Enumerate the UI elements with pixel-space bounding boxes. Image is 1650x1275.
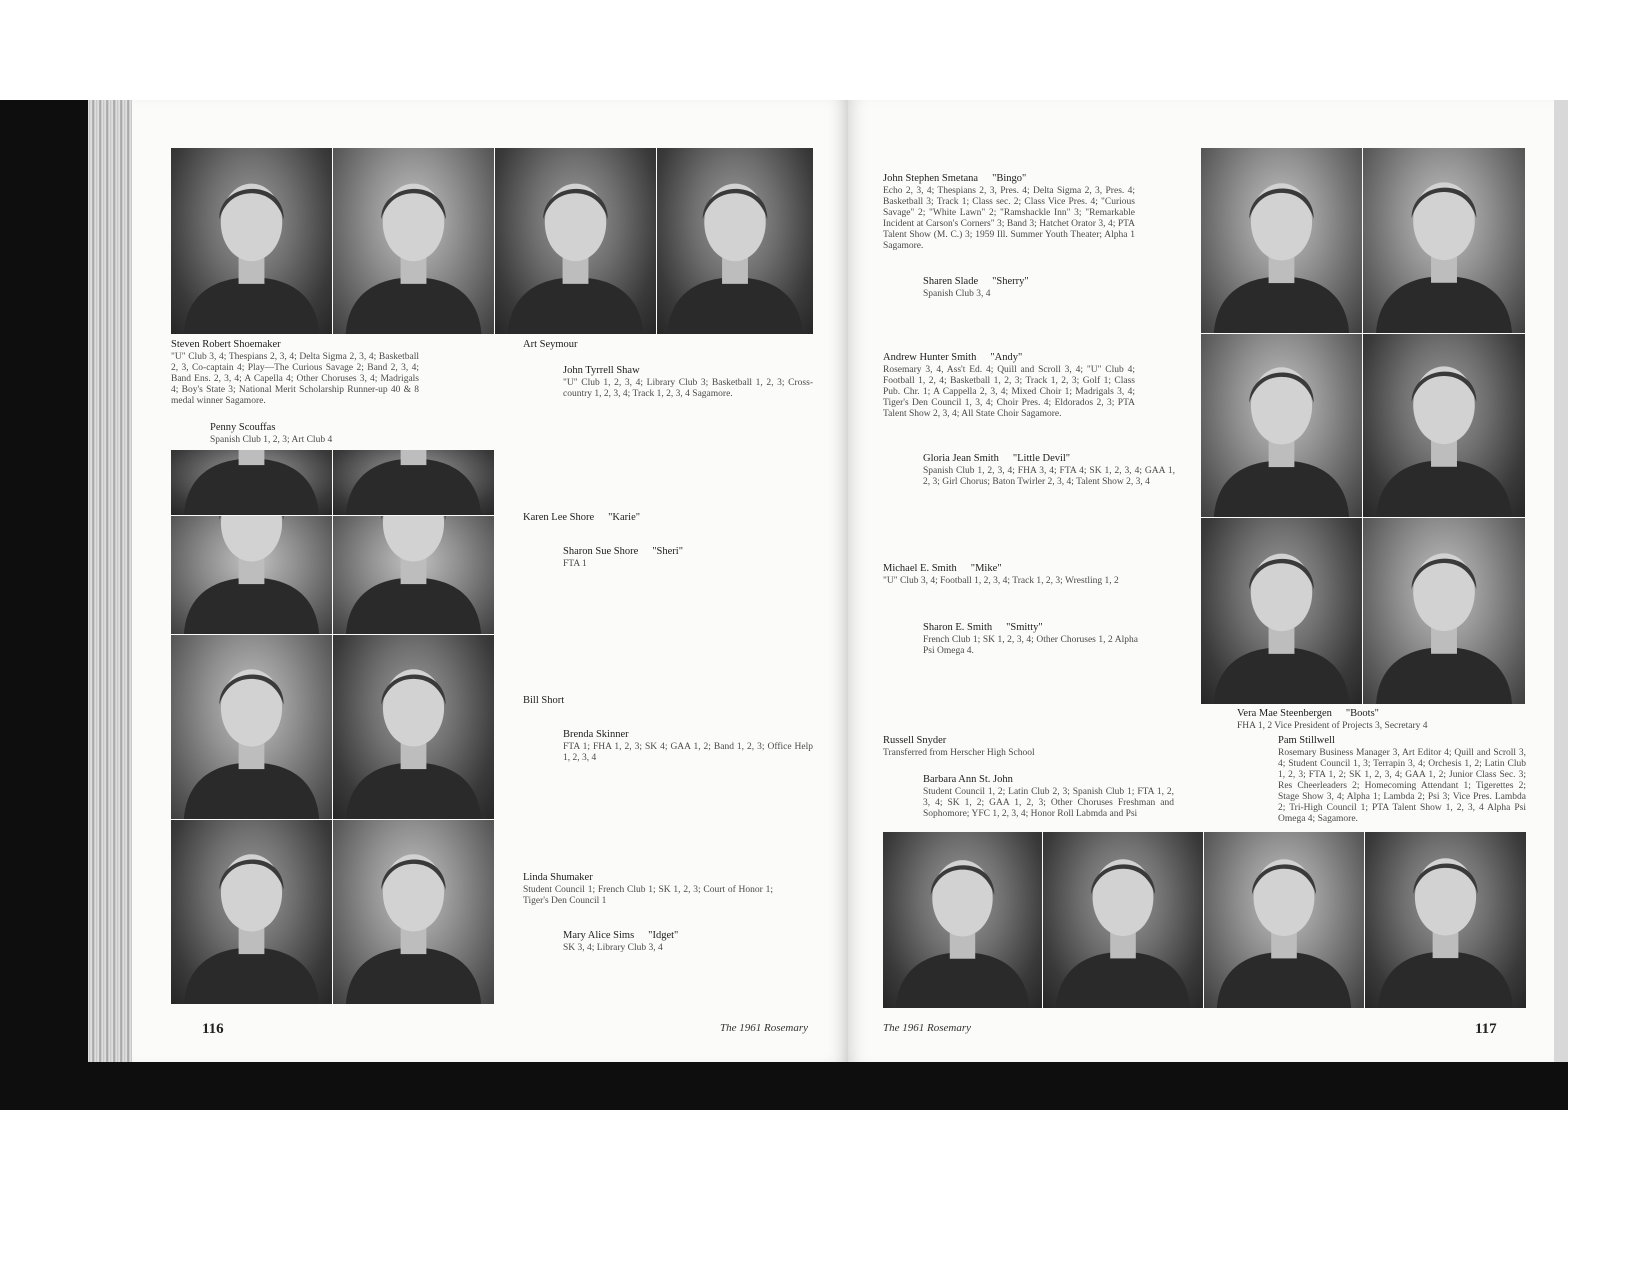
student-name: Mary Alice Sims "Idget": [563, 930, 679, 941]
portrait-photo: [333, 635, 494, 819]
portrait-photo: [1204, 832, 1364, 1008]
portrait-photo: [333, 450, 494, 515]
student-activities: FTA 1; FHA 1, 2, 3; SK 4; GAA 1, 2; Band 1, 2, 3; Office Help 1, 2, 3, 4: [563, 742, 813, 763]
student-entry: [1237, 707, 1477, 732]
portrait-photo: [171, 148, 332, 334]
portrait-photo: [333, 516, 494, 634]
student-activities: Student Council 1; French Club 1; SK 1, 2, 3; Court of Honor 1; Tiger's Den Council 1: [523, 885, 773, 906]
student-entry: [563, 929, 813, 954]
student-entry: [923, 621, 1138, 657]
student-name: John Stephen Smetana "Bingo": [883, 173, 1027, 184]
student-name: John Tyrrell Shaw: [563, 365, 640, 376]
portrait-photo: [1201, 334, 1362, 517]
student-activities: "U" Club 1, 2, 3, 4; Library Club 3; Basketball 1, 2, 3; Cross-country 1, 2, 3, 4; Track 1, 2, 3, 4 Sagamore.: [563, 378, 813, 399]
student-name: Sharen Slade "Sherry": [923, 276, 1029, 287]
portrait-photo: [1365, 832, 1526, 1008]
left-footer-title: The 1961 Rosemary: [720, 1022, 808, 1034]
student-entry: [883, 172, 1135, 252]
student-activities: "U" Club 3, 4; Thespians 2, 3, 4; Delta Sigma 2, 3, 4; Basketball 2, 3, Co-captain 4; Play—The Curious Savage 2; Band 2, 3, 4; Band Ens. 2, 3, 4; A Capella 4; Other Choruses 3, 4; Madrigals 4; Boy's State 3; National Merit Scholarship Runner-up 40 & 8 medal winner Sagamore.: [171, 352, 419, 406]
portrait-photo: [1363, 334, 1525, 517]
student-name: Linda Shumaker: [523, 872, 593, 883]
student-name: Sharon Sue Shore "Sheri": [563, 546, 683, 557]
student-entry: [171, 338, 419, 407]
student-name: Pam Stillwell: [1278, 735, 1335, 746]
student-name: Andrew Hunter Smith "Andy": [883, 352, 1023, 363]
portrait-photo: [1363, 518, 1525, 704]
student-entry: [523, 871, 773, 907]
book-spine-page-edges: [88, 100, 138, 1062]
student-name: Steven Robert Shoemaker: [171, 339, 281, 350]
student-name: Penny Scouffas: [210, 422, 276, 433]
page-number-left: 116: [202, 1021, 224, 1037]
right-page-edge: [1554, 100, 1568, 1062]
student-name: Art Seymour: [523, 339, 578, 350]
student-entry: [923, 275, 1135, 300]
student-entry: [883, 562, 1135, 587]
student-name: Sharon E. Smith "Smitty": [923, 622, 1043, 633]
student-entry: [523, 338, 723, 352]
student-entry: [923, 452, 1175, 488]
portrait-photo: [333, 820, 494, 1004]
right-footer-title: The 1961 Rosemary: [883, 1022, 971, 1034]
student-activities: FHA 1, 2 Vice President of Projects 3, Secretary 4: [1237, 721, 1428, 731]
student-name: Bill Short: [523, 695, 565, 706]
portrait-photo: [1363, 148, 1525, 333]
student-activities: Rosemary Business Manager 3, Art Editor 4; Quill and Scroll 3, 4; Student Council 1, 3; Terrapin 3, 4; Orchesis 1, 2; Latin Club 1, 2, 3; FTA 1, 2; SK 1, 2, 3, 4; GAA 1, 2; Junior Class Sec. 3; Res Cheerleaders 2; Homecoming Attendant 1; Tigerettes 2; Stage Show 3, 4; Alpha 1; Lambda 2; Psi 3; Vice Pres. Lambda 2; Tri-High Council 1; PTA Talent Show 1, 2, 3, 4 Alpha Psi Omega 4; Sagamore.: [1278, 748, 1526, 824]
student-activities: French Club 1; SK 1, 2, 3, 4; Other Choruses 1, 2 Alpha Psi Omega 4.: [923, 635, 1138, 656]
student-activities: "U" Club 3, 4; Football 1, 2, 3, 4; Track 1, 2, 3; Wrestling 1, 2: [883, 576, 1119, 586]
portrait-photo: [495, 148, 656, 334]
student-activities: FTA 1: [563, 559, 587, 569]
student-activities: Transferred from Herscher High School: [883, 748, 1035, 758]
student-name: Karen Lee Shore "Karie": [523, 512, 641, 523]
student-activities: Spanish Club 1, 2, 3; Art Club 4: [210, 435, 333, 445]
student-name: Gloria Jean Smith "Little Devil": [923, 453, 1071, 464]
student-activities: Echo 2, 3, 4; Thespians 2, 3, Pres. 4; Delta Sigma 2, 3, Pres. 4; Basketball 3; Track 1; Class sec. 2; Class Vice Pres. 4; "Curious Savage" 2; "White Lawn" 2; "Ramshackle Inn" 3; "Remarkable Incident at Carson's Corners" 3; Band 3; Hatchet Orator 3, 4; PTA Talent Show (M. C.) 3; 1959 Ill. Summer Youth Theater; Alpha 1 Sagamore.: [883, 186, 1135, 251]
student-entry: [883, 351, 1135, 420]
student-activities: SK 3, 4; Library Club 3, 4: [563, 943, 663, 953]
portrait-photo: [1201, 148, 1362, 333]
student-entry: [923, 773, 1174, 820]
student-name: Brenda Skinner: [563, 729, 629, 740]
portrait-photo: [1043, 832, 1203, 1008]
student-activities: Spanish Club 1, 2, 3, 4; FHA 3, 4; FTA 4; SK 1, 2, 3, 4; GAA 1, 2, 3; Girl Chorus; Baton Twirler 2, 3, 4; Talent Show 2, 3, 4: [923, 466, 1175, 487]
portrait-photo: [171, 450, 332, 515]
page-number-right: 117: [1475, 1021, 1497, 1037]
student-entry: [1278, 734, 1526, 825]
student-activities: Student Council 1, 2; Latin Club 2, 3; Spanish Club 1; FTA 1, 2, 3, 4; SK 1, 2; GAA 1, 2, 3; Other Choruses Freshman and Sophomore; YFC 1, 2, 3, 4; Honor Roll Labmda and Psi: [923, 787, 1174, 819]
student-activities: Spanish Club 3, 4: [923, 289, 991, 299]
student-activities: Rosemary 3, 4, Ass't Ed. 4; Quill and Scroll 3, 4; "U" Club 4; Football 1, 2, 4; Basketball 1, 2, 3; Track 1, 2, 3; Golf 1; Class Pub. Chr. 1; A Cappella 2, 3, 4; Mixed Choir 1; Madrigals 3, 4; Tiger's Den Council 1, 3, 4; Choir Pres. 4; Eldorados 2, 3; PTA Talent Show 2, 3, 4; All State Choir Sagamore.: [883, 365, 1135, 419]
portrait-photo: [1201, 518, 1362, 704]
student-entry: [523, 694, 723, 708]
student-name: Michael E. Smith "Mike": [883, 563, 1002, 574]
portrait-photo: [333, 148, 494, 334]
portrait-photo: [171, 635, 332, 819]
student-entry: [563, 728, 813, 764]
student-entry: [563, 364, 813, 400]
portrait-photo: [171, 820, 332, 1004]
student-entry: [563, 545, 813, 570]
student-name: Russell Snyder: [883, 735, 947, 746]
student-entry: [210, 421, 410, 446]
portrait-photo: [171, 516, 332, 634]
student-entry: [883, 734, 1083, 759]
student-entry: [523, 511, 773, 525]
portrait-photo: [657, 148, 813, 334]
portrait-photo: [883, 832, 1042, 1008]
student-name: Vera Mae Steenbergen "Boots": [1237, 708, 1379, 719]
student-name: Barbara Ann St. John: [923, 774, 1013, 785]
